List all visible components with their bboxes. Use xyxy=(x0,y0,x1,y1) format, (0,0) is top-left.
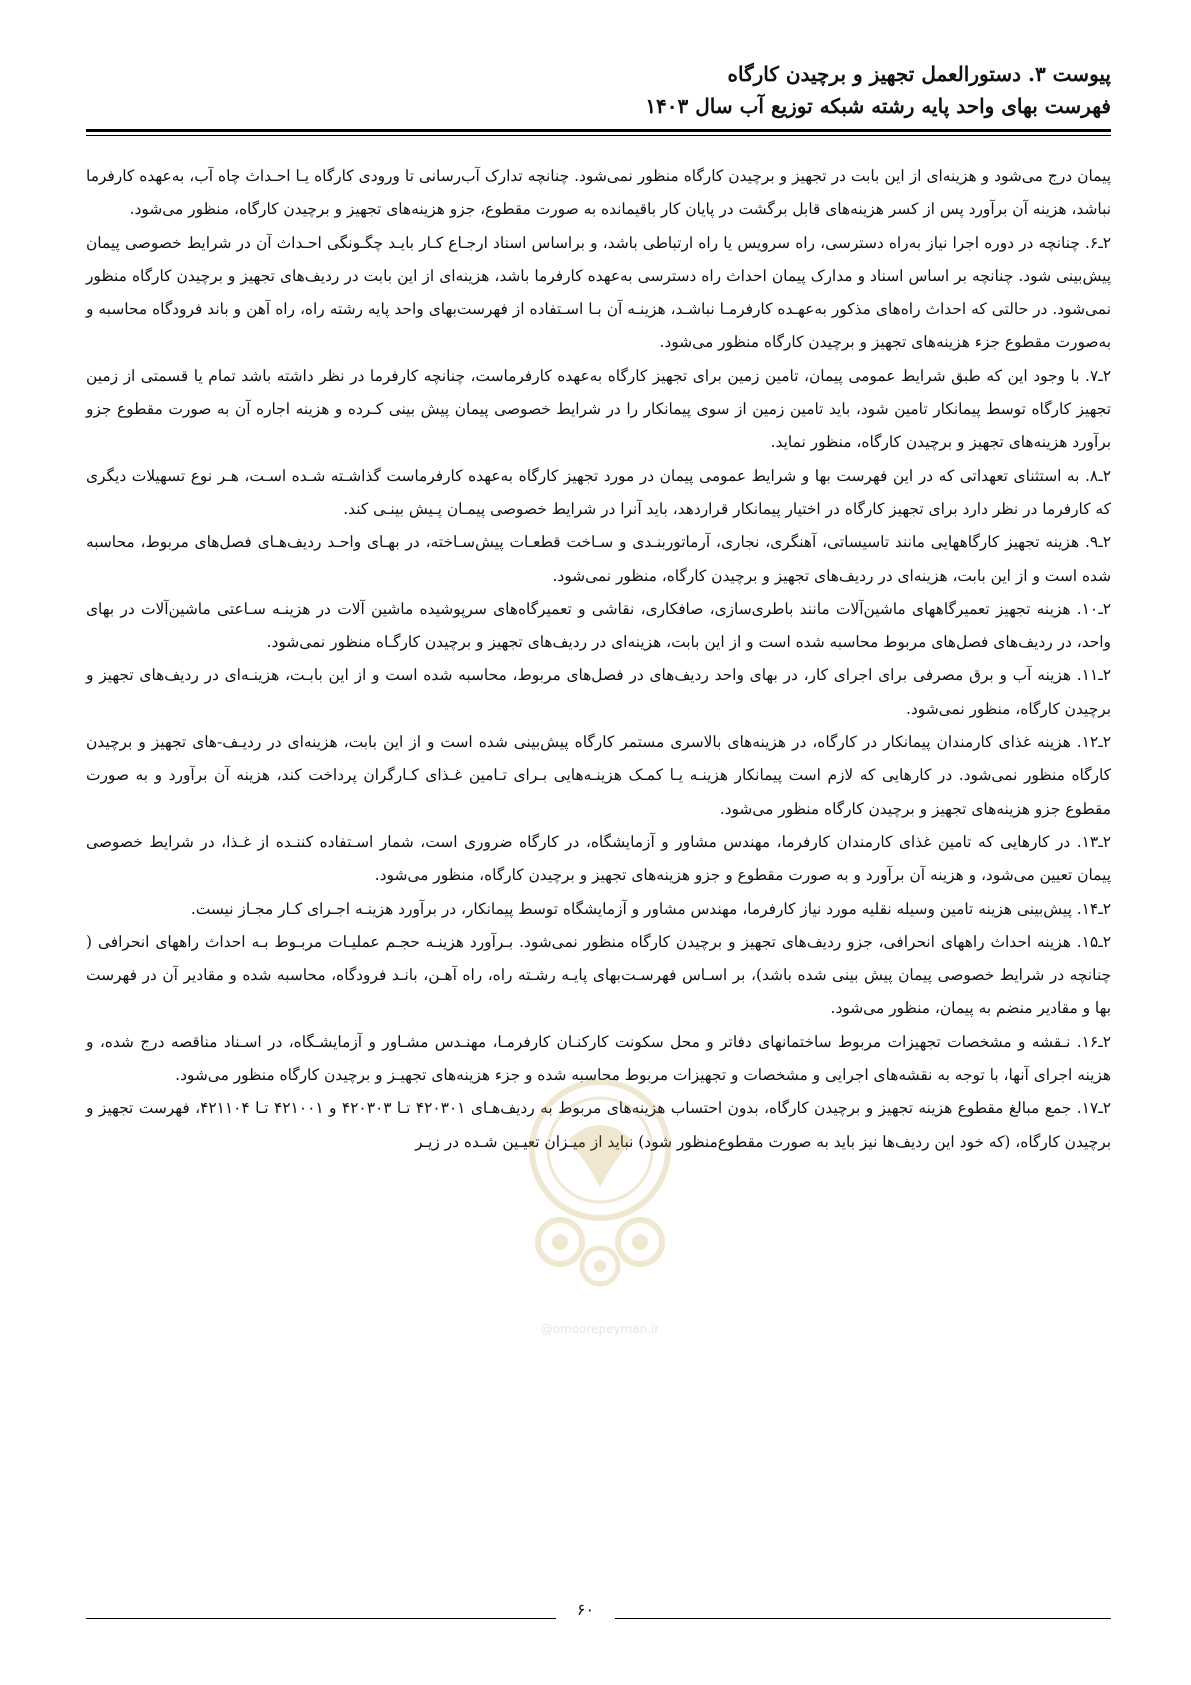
paragraph-2-11: ۲ـ۱۱. هزینه آب و برق مصرفی برای اجرای کار، در بهای واحد ردیف‌های در فصل‌های مربوط، محاسبه شده است و از این بابـت، هزینـه‌ای در ردیف‌های تجهیز و برچیدن کارگاه، منظور نمی‌شود. xyxy=(86,666,1111,718)
paragraph-2-14: ۲ـ۱۴. پیش‌بینی هزینه تامین وسیله نقلیه مورد نیاز کارفرما، مهندس مشاور و آزمایشگاه توسط پیمانکار، در برآورد هزینـه اجـرای کـار مجـاز نیست. xyxy=(190,899,1111,918)
paragraph-2-16: ۲ـ۱۶. نـقشه و مشخصات تجهیزات مربوط ساختمانهای دفاتر و محل سکونت کارکنـان کارفرمـا، مهنـدس مشـاور و آزمایشـگاه، در اسـناد مناقصه درج شده، و هزینه اجرای آنها، با توجه به نقشه‌های اجرایی و مشخصات و تجهیزات مربوط محاسبه شده و جزء هزینه‌های تجهیـز و برچیدن کارگاه منظور می‌شود. xyxy=(86,1032,1111,1085)
paragraph-2-9: ۲ـ۹. هزینه تجهیز کارگاههایی مانند تاسیساتی، آهنگری، نجاری، آرماتوربنـدی و سـاخت قطعـات پیش‌سـاخته، در بهـای واحـد ردیف‌هـای فصل‌های مربوط، محاسبه شده است و از این بابت، هزینه‌ای در ردیف‌های تجهیز و برچیدن کارگاه، منظور نمی‌شود. xyxy=(86,533,1111,585)
paragraph-continuation: پیمان درج می‌شود و هزینه‌ای از این بابت در تجهیز و برچیدن کارگاه منظور نمی‌شود. چنانچه تدارک آب‌رسانی تا ورودی کارگاه یـا احـداث چاه آب، به‌عهده کارفرما نباشد، هزینه آن برآورد پس از کسر هزینه‌های قابل برگشت در پایان کار باقیمانده به صورت مقطوع، جزو هزینه‌های تجهیز و برچیدن کارگاه، منظور می‌شود. xyxy=(86,167,1111,219)
header-title: پیوست ۳. دستورالعمل تجهیز و برچیدن کارگاه xyxy=(727,62,1111,86)
paragraph-2-8: ۲ـ۸. به استثنای تعهداتی که در این فهرست بها و شرایط عمومی پیمان در مورد تجهیز کارگاه به‌عهده کارفرماست گذاشـته شـده اسـت، هـر نوع تسهیلات دیگری که کارفرما در نظر دارد برای تجهیز کارگاه در اختیار پیمانکار قراردهد، باید آنرا در شرایط خصوصی پیمـان پـیش بینـی کند. xyxy=(86,466,1111,518)
paragraph-2-10: ۲ـ۱۰. هزینه تجهیز تعمیرگاههای ماشین‌آلات مانند باطری‌سازی، صافکاری، نقاشی و تعمیرگاه‌های سرپوشیده ماشین آلات در هزینـه سـاعتی ماشین‌آلات در بهای واحد، در ردیف‌های فصل‌های مربوط محاسبه شده است و از این بابت، هزینه‌ای در ردیف‌های تجهیز و برچیدن کارگـاه منظور نمی‌شود. xyxy=(86,599,1111,652)
paragraph-2-12: ۲ـ۱۲. هزینه غذای کارمندان پیمانکار در کارگاه، در هزینه‌های بالاسری مستمر کارگاه پیش‌بینی شده است و از این بابت، هزینه‌ای در ردیـف-های تجهیز و برچیدن کارگاه منظور نمی‌شود. در کارهایی که لازم است پیمانکار هزینـه یـا کمـک هزینـه‌هایی بـرای تـامین غـذای کـارگران پرداخت کند، هزینه آن برآورد و به صورت مقطوع جزو هزینه‌های تجهیز و برچیدن کارگاه منظور می‌شود. xyxy=(86,733,1111,818)
header-subtitle: فهرست بهای واحد پایه رشته شبکه توزیع آب سال ۱۴۰۳ xyxy=(645,94,1111,118)
paragraph-2-13: ۲ـ۱۳. در کارهایی که تامین غذای کارمندان کارفرما، مهندس مشاور و آزمایشگاه، در کارگاه ضروری است، شمار اسـتفاده کننـده از غـذا، در شرایط خصوصی پیمان تعیین می‌شود، و هزینه آن برآورد و به صورت مقطوع و جزو هزینه‌های تجهیز و برچیدن کارگاه، منظور می‌شود. xyxy=(86,832,1111,885)
footer-divider-left xyxy=(86,1618,556,1619)
paragraph-2-7: ۲ـ۷. با وجود این که طبق شرایط عمومی پیمان، تامین زمین برای تجهیز کارگاه به‌عهده کارفرماست، چنانچه کارفرما در نظر داشته باشد تمام یا قسمتی از زمین تجهیز کارگاه توسط پیمانکار تامین شود، باید تامین زمین از سوی پیمانکار را در شرایط خصوصی پیمان پیش بینی کـرده و هزینه اجاره آن به صورت مقطوع جزو برآورد هزینه‌های تجهیز و برچیدن کارگاه، منظور نماید. xyxy=(86,366,1111,452)
page-number: ۶۰ xyxy=(576,1600,595,1619)
paragraph-2-15: ۲ـ۱۵. هزینه احداث راههای انحرافی، جزو ردیف‌های تجهیز و برچیدن کارگاه منظور نمی‌شود. بـرآورد هزینـه حجـم عملیـات مربـوط بـه احداث راههای انحرافی ( چنانچه در شرایط خصوصی پیمان پیش بینی شده باشد)، بر اسـاس فهرسـت‌بهای پایـه رشـته راه، راه آهـن، بانـد فرودگاه، محاسبه شده و مقادیر آن در فهرست بها و مقادیر منضم به پیمان، منظور می‌شود. xyxy=(86,932,1111,1018)
document-body xyxy=(86,160,1111,1159)
page-header xyxy=(86,58,1111,130)
header-divider-thick xyxy=(86,129,1111,132)
paragraph-2-6: ۲ـ۶. چنانچه در دوره اجرا نیاز به‌راه دسترسی، راه سرویس یا راه ارتباطی باشد، و براساس اسناد ارجـاع کـار بایـد چگـونگی احـداث آن در شرایط خصوصی پیمان پیش‌بینی شود. چنانچه بر اساس اسناد و مدارک پیمان احداث راه دسترسی به‌عهده کارفرما باشد، هزینه‌ای از این بابت در ردیف‌های تجهیز و برچیدن کارگاه منظور نمی‌شود. در حالتی که احداث راه‌های مذکور به‌عهـده کارفرمـا نباشـد، هزینـه آن بـا اسـتفاده از فهرست‌بهای واحد پایه رشته راه، راه آهن و باند فرودگاه محاسبه و به‌صورت مقطوع جزء هزینه‌های تجهیز و برچیدن کارگاه منظور می‌شود. xyxy=(86,233,1111,352)
paragraph-2-17: ۲ـ۱۷. جمع مبالغ مقطوع هزینه تجهیز و برچیدن کارگاه، بدون احتساب هزینه‌های مربوط به ردیف‌هـای ۴۲۰۳۰۱ تـا ۴۲۰۳۰۳ و ۴۲۱۰۰۱ تـا ۴۲۱۱۰۴، فهرست تجهیز و برچیدن کارگاه، (که خود این ردیف‌ها نیز باید به صورت مقطوع‌منظور شود) نباید از میـزان تعیـین شـده در زیـر xyxy=(86,1099,1111,1151)
watermark-text: @omoorepeyman.ir xyxy=(540,1322,660,1336)
footer-divider-right xyxy=(615,1618,1111,1619)
header-divider-thin xyxy=(86,135,1111,136)
